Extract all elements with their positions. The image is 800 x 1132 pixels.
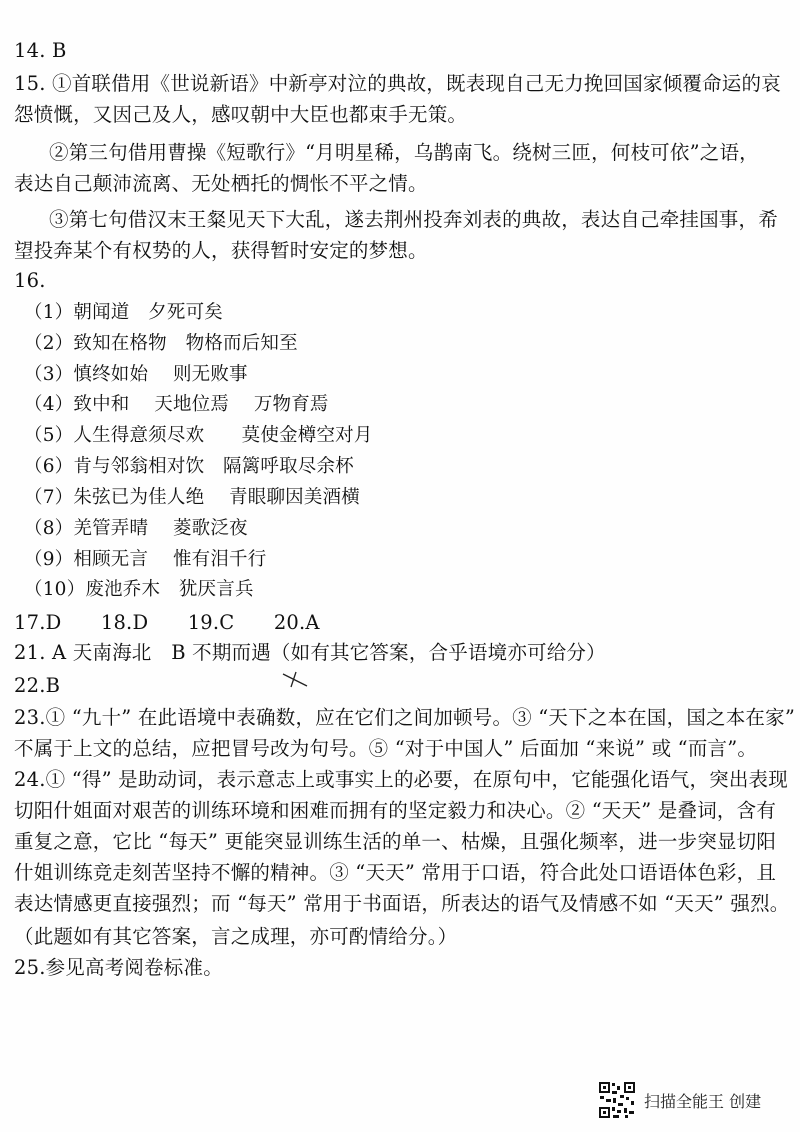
answer-16-item-9: （9）相顾无言 惟有泪千行 — [24, 549, 267, 570]
answer-23-line-1: 23.① “九十” 在此语境中表确数，应在它们之间加顿号。③ “天下之本在国，国之本在家” — [14, 706, 795, 729]
answer-22: 22.B — [14, 674, 61, 697]
answer-21: 21. A 天南海北 B 不期而遇（如有其它答案，合乎语境亦可给分） — [14, 641, 606, 664]
qr-code-icon — [598, 1081, 636, 1119]
answer-16-heading: 16. — [14, 269, 46, 292]
answer-24-line-5: 表达情感更直接强烈；而 “每天” 常用于书面语，所表达的语气及情感不如 “天天” 强烈。 — [14, 892, 790, 915]
answer-25: 25.参见高考阅卷标准。 — [14, 956, 223, 979]
answer-15-line-2: 怨愤慨，又因己及人，感叹朝中大臣也都束手无策。 — [14, 103, 468, 126]
answer-24-note: （此题如有其它答案，言之成理，亦可酌情给分。） — [14, 925, 458, 948]
answer-16-item-5: （5）人生得意须尽欢 莫使金樽空对月 — [24, 425, 373, 446]
watermark-label: 扫描全能王 创建 — [644, 1091, 762, 1111]
answer-16-item-2: （2）致知在格物 物格而后知至 — [24, 333, 298, 354]
answer-16-item-8: （8）羌管弄晴 菱歌泛夜 — [24, 518, 248, 539]
answer-16-item-4: （4）致中和 天地位焉 万物育焉 — [24, 394, 329, 415]
answer-16-item-6: （6）肯与邻翁相对饮 隔篱呼取尽余杯 — [24, 456, 354, 477]
answer-24-line-3: 重复之意，它比 “每天” 更能突显训练生活的单一、枯燥，且强化频率，进一步突显切阳 — [14, 830, 777, 853]
answers-17-20: 17.D 18.D 19.C 20.A — [14, 611, 320, 634]
scanner-watermark — [598, 1082, 761, 1118]
answer-23-line-2: 不属于上文的总结，应把冒号改为句号。⑤ “对于中国人” 后面加 “来说” 或 “而言”。 — [14, 737, 758, 760]
answer-15-line-3: ②第三句借用曹操《短歌行》“月明星稀，乌鹊南飞。绕树三匝，何枝可依”之语， — [49, 141, 759, 164]
answer-15-line-4: 表达自己颠沛流离、无处栖托的惆怅不平之情。 — [14, 172, 428, 195]
answer-24-line-2: 切阳什姐面对艰苦的训练环境和困难而拥有的坚定毅力和决心。② “天天” 是叠词，含有 — [14, 799, 777, 822]
answer-15-line-5: ③第七句借汉末王粲见天下大乱，遂去荆州投奔刘表的典故，表达自己牵挂国事，希 — [49, 208, 778, 231]
answer-24-line-1: 24.① “得” 是助动词，表示意志上或事实上的必要，在原句中，它能强化语气，突出表现 — [14, 768, 788, 791]
answer-16-item-7: （7）朱弦已为佳人绝 青眼聊因美酒横 — [24, 487, 360, 508]
answer-15-line-6: 望投奔某个有权势的人，获得暂时安定的梦想。 — [14, 239, 428, 262]
answer-15-line-1: 15. ①首联借用《世说新语》中新亭对泣的典故，既表现自己无力挽回国家倾覆命运的哀 — [14, 72, 781, 95]
answer-24-line-4: 什姐训练竞走刻苦坚持不懈的精神。③ “天天” 常用于口语，符合此处口语语体色彩，且 — [14, 861, 777, 884]
answer-16-item-1: （1）朝闻道 夕死可矣 — [24, 302, 223, 323]
pen-mark-icon — [280, 670, 310, 690]
answer-14: 14. B — [14, 39, 67, 62]
answer-16-item-3: （3）慎终如始 则无败事 — [24, 364, 248, 385]
answer-16-item-10: （10）废池乔木 犹厌言兵 — [24, 579, 254, 600]
